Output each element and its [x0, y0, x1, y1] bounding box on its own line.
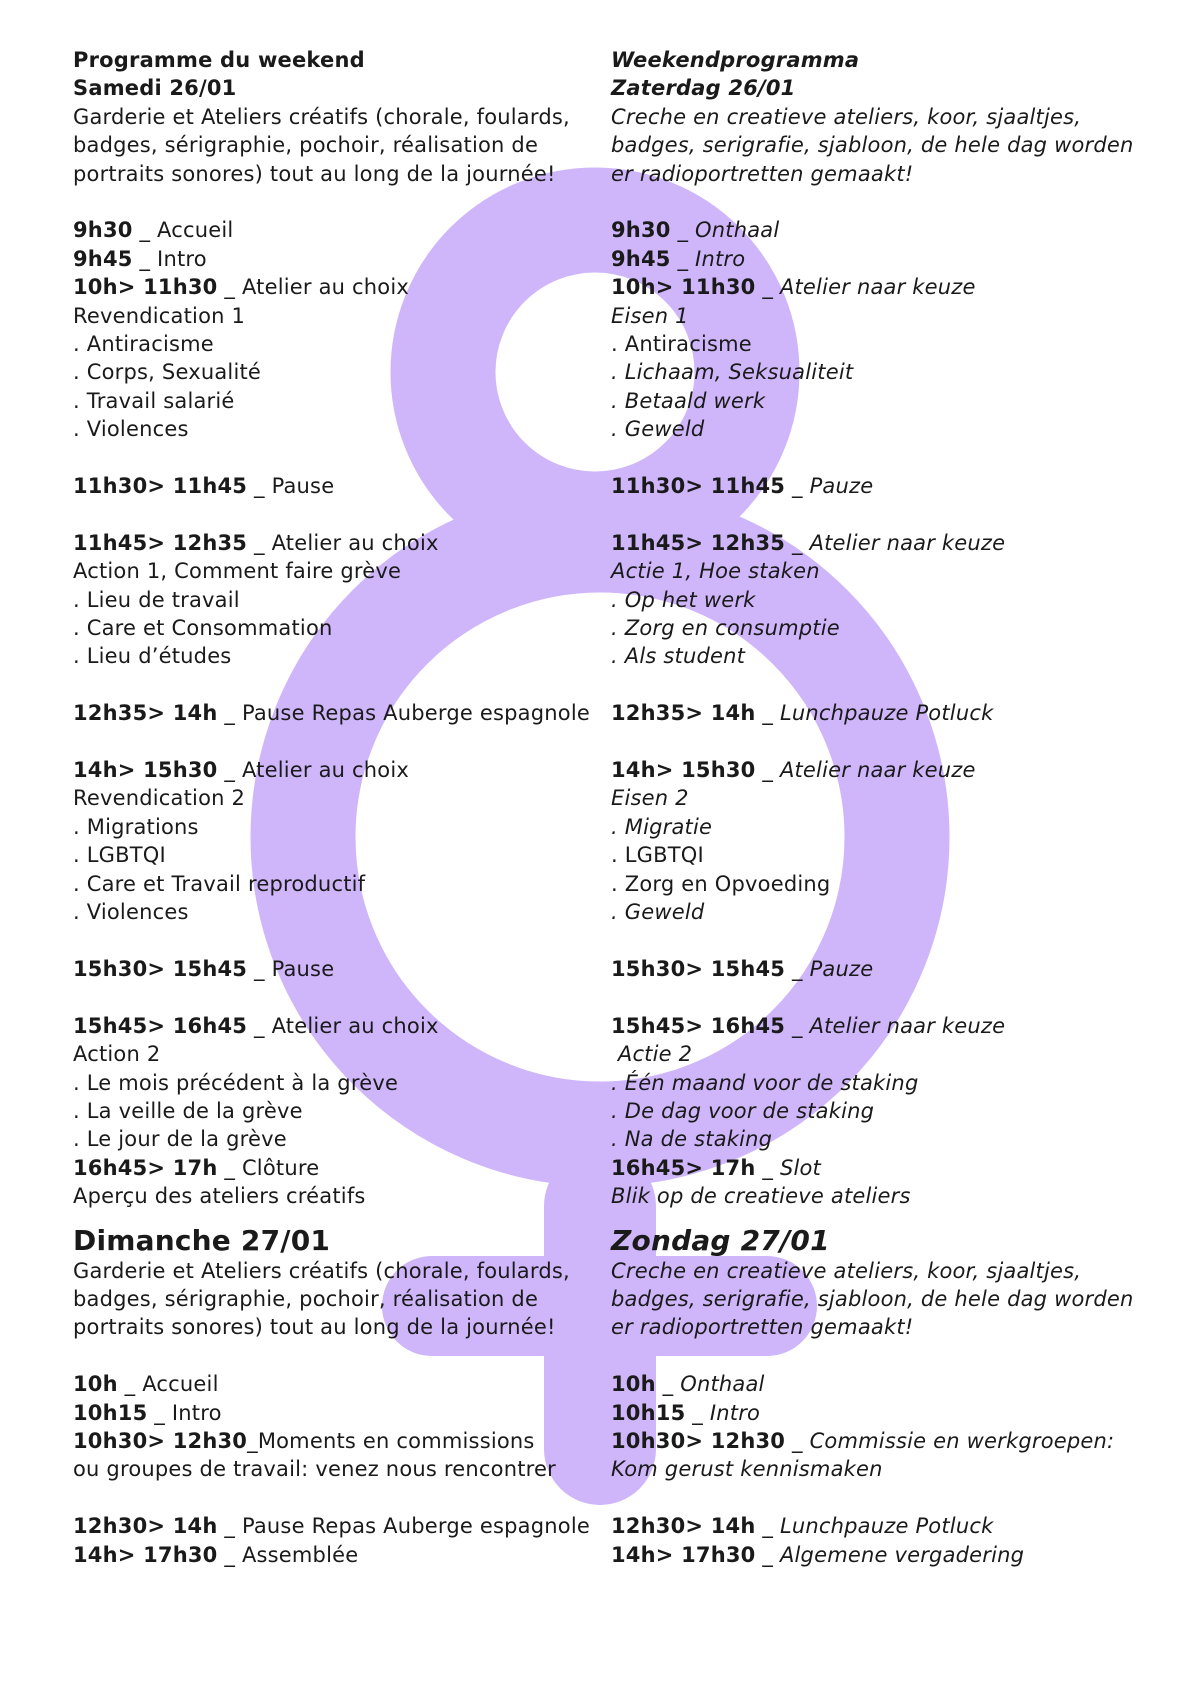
- entry-time: 15h45> 16h45: [611, 1013, 786, 1038]
- schedule-detail: [611, 557, 1171, 585]
- entry-text: Revendication 2: [73, 786, 246, 811]
- entry-text: Clôture: [241, 1155, 320, 1180]
- entry-text: . Lieu de travail: [73, 587, 240, 612]
- schedule-detail: [73, 870, 603, 898]
- entry-text: Pauze: [809, 956, 874, 981]
- entry-time: 15h30> 15h45: [611, 956, 786, 981]
- entry-separator: _: [755, 275, 780, 300]
- schedule-detail: [73, 642, 603, 670]
- schedule-detail: [611, 841, 1171, 869]
- sunday-intro: [73, 1257, 603, 1342]
- entry-text: Accueil: [157, 218, 234, 243]
- sunday-schedule: [611, 1370, 1171, 1569]
- schedule-detail: [611, 387, 1171, 415]
- entry-text: Revendication 1: [73, 303, 246, 328]
- entry-time: 12h30> 14h: [611, 1514, 756, 1539]
- schedule-entry: [73, 1012, 603, 1040]
- schedule-detail: [73, 614, 603, 642]
- schedule-detail: [73, 898, 603, 926]
- entry-time: 15h45> 16h45: [73, 1013, 248, 1038]
- schedule-entry: [611, 1370, 1171, 1398]
- entry-separator: _: [670, 246, 696, 271]
- schedule-entry: [611, 472, 1171, 500]
- entry-separator: _: [655, 1372, 681, 1397]
- entry-text: Pauze: [809, 474, 874, 499]
- entry-text: Blik op de creatieve ateliers: [611, 1184, 911, 1209]
- entry-time: 10h> 11h30: [611, 275, 756, 300]
- entry-time: 11h45> 12h35: [73, 530, 248, 555]
- entry-text: . Corps, Sexualité: [73, 360, 262, 385]
- entry-text: Pause: [271, 474, 335, 499]
- entry-time: 12h35> 14h: [611, 701, 756, 726]
- entry-time: 10h30> 12h30: [611, 1428, 786, 1453]
- entry-time: 10h15: [611, 1400, 686, 1425]
- schedule-entry: [611, 245, 1171, 273]
- schedule-detail: [611, 1097, 1171, 1125]
- entry-separator: _: [247, 474, 272, 499]
- schedule-detail: [73, 415, 603, 443]
- entry-time: 11h30> 11h45: [73, 474, 248, 499]
- schedule-entry: [73, 699, 603, 727]
- entry-separator: _: [785, 530, 810, 555]
- dutch-column: [611, 46, 1171, 1569]
- entry-time: 9h30: [73, 218, 133, 243]
- schedule-detail: [73, 1069, 603, 1097]
- schedule-detail: [73, 1040, 603, 1068]
- schedule-detail: [611, 302, 1171, 330]
- entry-text: Atelier au choix: [271, 530, 439, 555]
- schedule-entry: [73, 1427, 603, 1455]
- schedule-detail: [73, 557, 603, 585]
- entry-text: . Zorg en Opvoeding: [611, 871, 831, 896]
- entry-text: . Op het werk: [611, 587, 756, 612]
- schedule-detail: [611, 1455, 1171, 1483]
- french-column: [73, 46, 603, 1569]
- intro-line: badges, serigrafie, sjabloon, de hele dag worden: [611, 133, 1134, 158]
- entry-text: . Lieu d’études: [73, 644, 232, 669]
- entry-text: . Migratie: [611, 814, 713, 839]
- entry-text: . De dag voor de staking: [611, 1098, 875, 1123]
- entry-time: 10h: [611, 1372, 656, 1397]
- entry-text: Onthaal: [695, 218, 780, 243]
- programme-title: Programme du weekend: [73, 48, 365, 72]
- entry-separator: _: [247, 956, 272, 981]
- saturday-schedule: [73, 216, 603, 1210]
- entry-time: 9h45: [611, 246, 671, 271]
- entry-separator: _: [132, 246, 158, 271]
- sunday-intro: [611, 1257, 1171, 1342]
- schedule-entry: [73, 955, 603, 983]
- entry-text: Atelier au choix: [271, 1013, 439, 1038]
- schedule-entry: [611, 1399, 1171, 1427]
- saturday-schedule: [611, 216, 1171, 1210]
- schedule-entry: [611, 699, 1171, 727]
- entry-time: 9h30: [611, 218, 671, 243]
- schedule-detail: [611, 614, 1171, 642]
- entry-text: . Antiracisme: [611, 332, 752, 357]
- entry-text: Eisen 1: [611, 303, 689, 328]
- entry-text: . Na de staking: [611, 1127, 773, 1152]
- entry-text: Kom gerust kennismaken: [611, 1457, 883, 1482]
- entry-time: 16h45> 17h: [611, 1155, 756, 1180]
- schedule-entry: [611, 273, 1171, 301]
- schedule-entry: [73, 216, 603, 244]
- entry-separator: _: [670, 218, 696, 243]
- entry-text: Intro: [709, 1400, 761, 1425]
- entry-separator: _: [785, 474, 810, 499]
- schedule-detail: [611, 784, 1171, 812]
- intro-line: Creche en creatieve ateliers, koor, sjaaltjes,: [611, 1258, 1082, 1283]
- schedule-entry: [611, 1154, 1171, 1182]
- entry-time: 10h30> 12h30: [73, 1428, 248, 1453]
- entry-time: 16h45> 17h: [73, 1155, 218, 1180]
- schedule-entry: [611, 756, 1171, 784]
- entry-text: . Lichaam, Seksualiteit: [611, 360, 854, 385]
- entry-text: Moments en commissions: [257, 1428, 535, 1453]
- entry-text: Actie 2: [611, 1042, 693, 1067]
- schedule-detail: [73, 784, 603, 812]
- schedule-entry: [73, 1541, 603, 1569]
- entry-text: Action 2: [73, 1042, 161, 1067]
- schedule-detail: [611, 358, 1171, 386]
- entry-text: . LGBTQI: [611, 843, 704, 868]
- entry-separator: _: [247, 1428, 258, 1453]
- entry-separator: _: [217, 1514, 242, 1539]
- entry-time: 9h45: [73, 246, 133, 271]
- schedule-detail: [73, 1182, 603, 1210]
- entry-text: . Le mois précédent à la grève: [73, 1070, 399, 1095]
- intro-line: badges, serigrafie, sjabloon, de hele dag worden: [611, 1286, 1134, 1311]
- schedule-entry: [611, 1427, 1171, 1455]
- intro-line: Garderie et Ateliers créatifs (chorale, foulards,: [73, 1258, 570, 1283]
- entry-time: 12h30> 14h: [73, 1514, 218, 1539]
- entry-text: ou groupes de travail: venez nous rencontrer: [73, 1457, 556, 1482]
- entry-separator: _: [785, 956, 810, 981]
- entry-text: . La veille de la grève: [73, 1098, 303, 1123]
- schedule-detail: [73, 1455, 603, 1483]
- schedule-entry: [611, 1512, 1171, 1540]
- schedule-entry: [73, 1370, 603, 1398]
- schedule-detail: [73, 387, 603, 415]
- schedule-detail: [611, 1040, 1171, 1068]
- schedule-detail: [611, 1069, 1171, 1097]
- entry-text: Action 1, Comment faire grève: [73, 559, 402, 584]
- entry-separator: _: [117, 1372, 143, 1397]
- schedule-detail: [611, 1125, 1171, 1153]
- schedule-entry: [73, 529, 603, 557]
- schedule-entry: [611, 1012, 1171, 1040]
- schedule-entry: [611, 1541, 1171, 1569]
- schedule-entry: [611, 529, 1171, 557]
- schedule-detail: [73, 330, 603, 358]
- sunday-heading: Dimanche 27/01: [73, 1223, 331, 1257]
- entry-separator: _: [755, 1542, 780, 1567]
- schedule-detail: [611, 898, 1171, 926]
- entry-separator: _: [755, 1155, 780, 1180]
- entry-text: . Le jour de la grève: [73, 1127, 287, 1152]
- entry-text: . Travail salarié: [73, 388, 235, 413]
- entry-separator: _: [247, 530, 272, 555]
- entry-text: . Violences: [73, 417, 189, 442]
- schedule-detail: [73, 1125, 603, 1153]
- entry-text: . Één maand voor de staking: [611, 1070, 919, 1095]
- schedule-detail: [73, 841, 603, 869]
- entry-time: 14h> 17h30: [73, 1542, 218, 1567]
- entry-time: 11h30> 11h45: [611, 474, 786, 499]
- entry-separator: _: [247, 1013, 272, 1038]
- entry-text: Algemene vergadering: [779, 1542, 1025, 1567]
- intro-line: er radioportretten gemaakt!: [611, 161, 914, 186]
- schedule-entry: [73, 756, 603, 784]
- entry-separator: _: [132, 218, 158, 243]
- sunday-heading: Zondag 27/01: [611, 1223, 830, 1257]
- schedule-detail: [73, 1097, 603, 1125]
- entry-time: 14h> 15h30: [611, 758, 756, 783]
- entry-text: Atelier au choix: [241, 275, 410, 300]
- schedule-detail: [73, 813, 603, 841]
- schedule-entry: [611, 216, 1171, 244]
- intro-line: Garderie et Ateliers créatifs (chorale, foulards,: [73, 104, 570, 129]
- schedule-entry: [73, 1512, 603, 1540]
- intro-line: portraits sonores) tout au long de la journée!: [73, 161, 556, 186]
- entry-text: Onthaal: [680, 1372, 765, 1397]
- entry-text: . Geweld: [611, 900, 705, 925]
- entry-separator: _: [755, 1514, 780, 1539]
- schedule-detail: [611, 813, 1171, 841]
- entry-text: Assemblée: [241, 1542, 359, 1567]
- entry-separator: _: [755, 758, 780, 783]
- entry-text: Slot: [779, 1155, 821, 1180]
- entry-time: 12h35> 14h: [73, 701, 218, 726]
- entry-text: Intro: [157, 246, 207, 271]
- entry-text: . Als student: [611, 644, 746, 669]
- entry-text: . Zorg en consumptie: [611, 616, 840, 641]
- intro-line: badges, sérigraphie, pochoir, réalisation de: [73, 133, 539, 158]
- programme-title: Weekendprogramma: [611, 48, 860, 72]
- entry-time: 15h30> 15h45: [73, 956, 248, 981]
- entry-text: Pause Repas Auberge espagnole: [241, 1514, 590, 1539]
- entry-text: Eisen 2: [611, 786, 689, 811]
- intro-line: Creche en creatieve ateliers, koor, sjaaltjes,: [611, 104, 1082, 129]
- entry-separator: _: [217, 275, 242, 300]
- saturday-intro: [73, 103, 603, 188]
- entry-separator: _: [685, 1400, 710, 1425]
- schedule-detail: [611, 330, 1171, 358]
- entry-text: Aperçu des ateliers créatifs: [73, 1184, 366, 1209]
- intro-line: portraits sonores) tout au long de la journée!: [73, 1315, 556, 1340]
- entry-text: Intro: [171, 1400, 222, 1425]
- saturday-intro: [611, 103, 1171, 188]
- schedule-entry: [73, 1154, 603, 1182]
- schedule-entry: [73, 273, 603, 301]
- schedule-detail: [73, 302, 603, 330]
- entry-text: Atelier naar keuze: [779, 275, 976, 300]
- entry-text: Accueil: [142, 1372, 219, 1397]
- entry-text: . Geweld: [611, 417, 705, 442]
- schedule-detail: [611, 1182, 1171, 1210]
- schedule-entry: [73, 1399, 603, 1427]
- entry-separator: _: [217, 1155, 242, 1180]
- entry-text: . Violences: [73, 900, 189, 925]
- entry-text: . Care et Consommation: [73, 616, 333, 641]
- entry-text: Lunchpauze Potluck: [779, 1514, 994, 1539]
- entry-text: . Care et Travail reproductif: [73, 871, 366, 896]
- entry-text: . Betaald werk: [611, 388, 766, 413]
- schedule-detail: [73, 358, 603, 386]
- entry-separator: _: [785, 1428, 810, 1453]
- schedule-detail: [611, 415, 1171, 443]
- entry-text: Atelier au choix: [241, 758, 410, 783]
- entry-separator: _: [785, 1013, 810, 1038]
- intro-line: er radioportretten gemaakt!: [611, 1315, 914, 1340]
- entry-separator: _: [217, 701, 242, 726]
- schedule-entry: [73, 245, 603, 273]
- entry-text: Commissie en werkgroepen:: [809, 1428, 1115, 1453]
- entry-separator: _: [217, 1542, 242, 1567]
- entry-time: 14h> 15h30: [73, 758, 218, 783]
- sunday-schedule: [73, 1370, 603, 1569]
- entry-text: . LGBTQI: [73, 843, 166, 868]
- entry-time: 14h> 17h30: [611, 1542, 756, 1567]
- entry-text: Lunchpauze Potluck: [779, 701, 994, 726]
- entry-text: . Migrations: [73, 814, 199, 839]
- entry-time: 10h> 11h30: [73, 275, 218, 300]
- schedule-entry: [73, 472, 603, 500]
- schedule-detail: [611, 586, 1171, 614]
- entry-text: Pause Repas Auberge espagnole: [241, 701, 590, 726]
- saturday-heading: Samedi 26/01: [73, 76, 237, 101]
- entry-text: Pause: [271, 956, 335, 981]
- entry-text: Actie 1, Hoe staken: [611, 559, 820, 584]
- entry-text: Atelier naar keuze: [809, 530, 1006, 555]
- entry-text: Atelier naar keuze: [779, 758, 976, 783]
- entry-time: 10h15: [73, 1400, 148, 1425]
- entry-separator: _: [755, 701, 780, 726]
- entry-time: 10h: [73, 1372, 118, 1397]
- entry-separator: _: [217, 758, 242, 783]
- entry-time: 11h45> 12h35: [611, 530, 786, 555]
- schedule-detail: [73, 586, 603, 614]
- saturday-heading: Zaterdag 26/01: [611, 76, 796, 101]
- entry-text: Intro: [695, 246, 746, 271]
- schedule-entry: [611, 955, 1171, 983]
- entry-text: Atelier naar keuze: [809, 1013, 1006, 1038]
- schedule-detail: [611, 642, 1171, 670]
- entry-separator: _: [147, 1400, 172, 1425]
- schedule-detail: [611, 870, 1171, 898]
- entry-text: . Antiracisme: [73, 332, 214, 357]
- intro-line: badges, sérigraphie, pochoir, réalisation de: [73, 1286, 539, 1311]
